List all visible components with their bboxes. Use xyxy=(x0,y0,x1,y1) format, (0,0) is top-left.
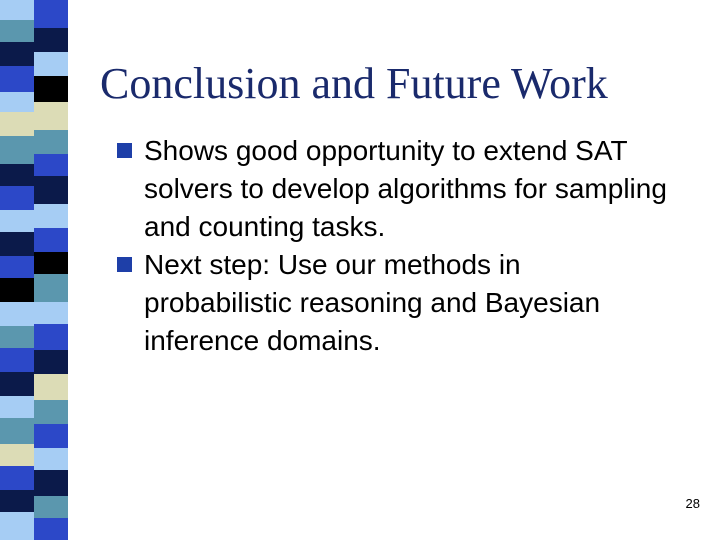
strip-block xyxy=(34,252,68,274)
strip-block xyxy=(0,348,34,372)
slide-title: Conclusion and Future Work xyxy=(100,59,608,108)
strip-block xyxy=(34,28,68,52)
strip-block xyxy=(34,324,68,350)
strip-block xyxy=(0,372,34,396)
bullet-text: Next step: Use our methods in probabilistic reasoning and Bayesian inference domains. xyxy=(144,249,601,356)
strip-block xyxy=(0,278,34,302)
strip-block xyxy=(0,256,34,278)
strip-block xyxy=(0,164,34,186)
strip-block xyxy=(0,186,34,210)
strip-block xyxy=(34,76,68,102)
strip-block xyxy=(0,232,34,256)
strip-block xyxy=(34,204,68,228)
strip-block xyxy=(0,92,34,112)
bullet-item xyxy=(112,246,672,360)
strip-block xyxy=(0,302,34,326)
strip-block xyxy=(0,490,34,512)
page-number: 28 xyxy=(685,496,700,511)
strip-block xyxy=(0,444,34,466)
strip-block xyxy=(0,136,34,164)
strip-block xyxy=(0,20,34,42)
bullet-item xyxy=(112,132,672,246)
strip-block xyxy=(34,130,68,154)
strip-block xyxy=(34,448,68,470)
bullet-list xyxy=(112,132,672,360)
strip-block xyxy=(34,350,68,374)
strip-block xyxy=(34,154,68,176)
strip-block xyxy=(0,512,34,540)
strip-column-left xyxy=(0,0,34,540)
strip-block xyxy=(34,102,68,130)
strip-block xyxy=(34,274,68,302)
square-bullet-icon xyxy=(117,143,132,158)
bullet-text: Shows good opportunity to extend SAT solvers to develop algorithms for sampling and counting tasks. xyxy=(144,135,667,242)
strip-block xyxy=(34,518,68,540)
strip-block xyxy=(34,424,68,448)
strip-block xyxy=(34,0,68,28)
strip-block xyxy=(0,66,34,92)
strip-block xyxy=(0,0,34,20)
strip-block xyxy=(34,400,68,424)
strip-block xyxy=(34,176,68,204)
strip-block xyxy=(34,302,68,324)
strip-block xyxy=(34,374,68,400)
strip-block xyxy=(34,52,68,76)
strip-block xyxy=(0,466,34,490)
square-bullet-icon xyxy=(117,257,132,272)
strip-block xyxy=(34,228,68,252)
strip-block xyxy=(34,496,68,518)
strip-block xyxy=(0,42,34,66)
strip-block xyxy=(0,396,34,418)
decorative-color-strip xyxy=(0,0,68,540)
strip-block xyxy=(34,470,68,496)
strip-block xyxy=(0,326,34,348)
strip-block xyxy=(0,112,34,136)
strip-block xyxy=(0,210,34,232)
strip-column-right xyxy=(34,0,68,540)
strip-block xyxy=(0,418,34,444)
